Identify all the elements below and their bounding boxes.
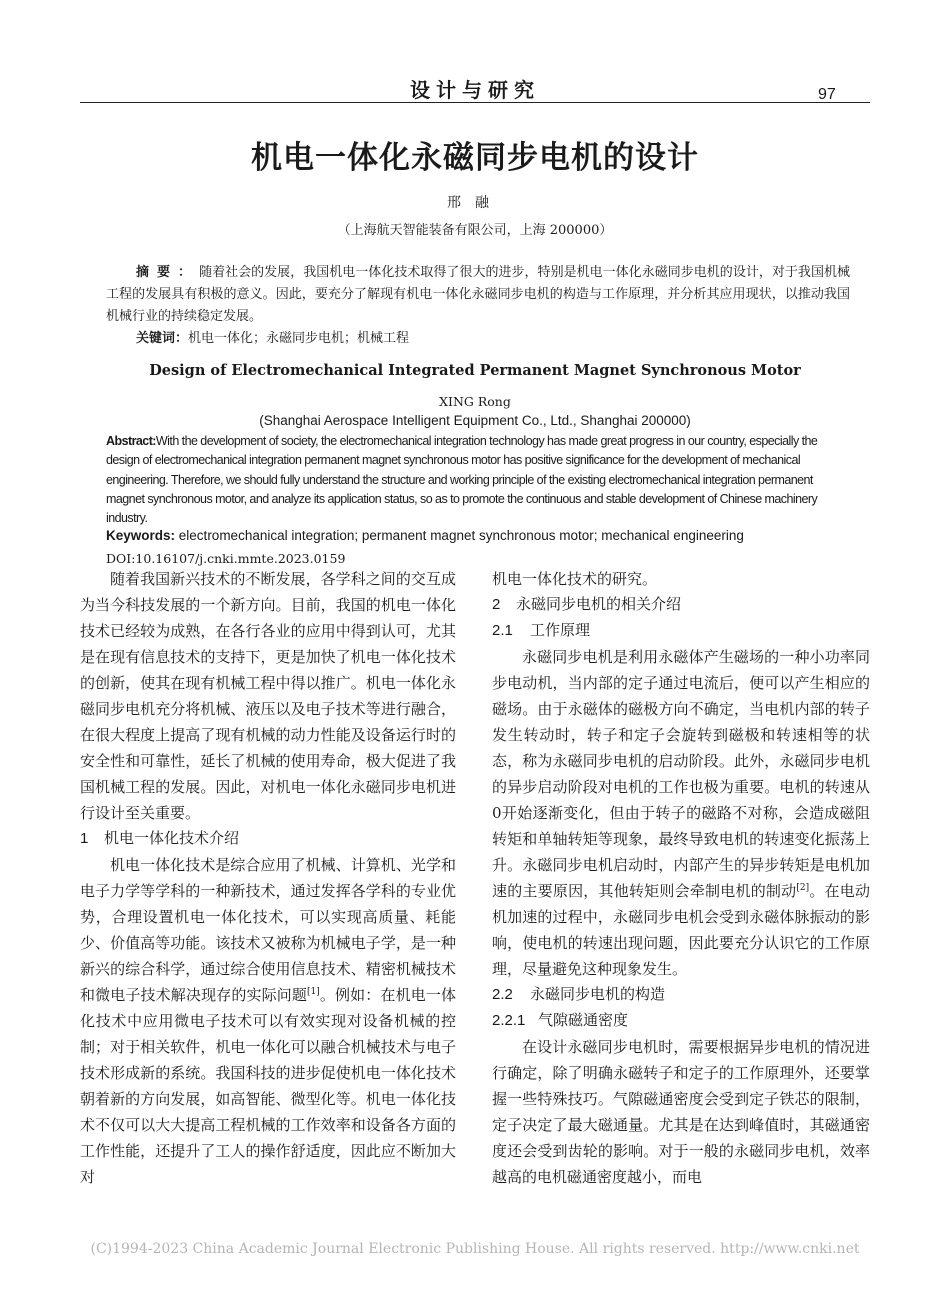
abstract-cn-label: 摘要： — [136, 265, 200, 280]
section-2-1-text-b: 。在电动机加速的过程中，永磁同步电机会受到永磁体脉振动的影响，使电机的转速出现问题，因此要充分认识它的工作原理，尽量避免这种现象发生。 — [492, 882, 870, 978]
english-author: XING Rong — [439, 394, 511, 409]
citation-1: [1] — [307, 987, 320, 997]
section-2-1-title: 工作原理 — [530, 622, 591, 639]
keywords-cn-text: 机电一体化；永磁同步电机；机械工程 — [188, 331, 410, 346]
section-1-title: 机电一体化技术介绍 — [104, 830, 240, 847]
section-2-2-1-number: 2.2.1 — [492, 1012, 526, 1029]
section-2-2-1-heading — [492, 1008, 870, 1034]
english-title: Design of Electromechanical Integrated Permanent Magnet Synchronous Motor — [149, 362, 801, 379]
section-2-1-heading — [492, 618, 870, 644]
section-1-text-a: 机电一体化技术是综合应用了机械、计算机、光学和电子力学等学科的一种新技术，通过发挥各学科的专业优势，合理设置机电一体化技术，可以实现高质量、耗能少、价值高等功能。该技术又被称为机械电子学，是一种新兴的综合科学，通过综合使用信息技术、精密机械技术和微电子技术解决现存的实际问题 — [80, 856, 456, 1004]
section-1-text-b: 。例如：在机电一体化技术中应用微电子技术可以有效实现对设备机械的控制；对于相关软件，机电一体化可以融合机械技术与电子技术形成新的系统。我国科技的进步促使机电一体化技术朝着新的方向发展，如高智能、微型化等。机电一体化技术不仅可以大大提高工程机械的工作效率和设备各方面的工作性能，还提升了工人的操作舒适度，因此应不断加大对 — [80, 986, 456, 1186]
abstract-cn-text: 随着社会的发展，我国机电一体化技术取得了很大的进步，特别是机电一体化永磁同步电机的设计，对于我国机械工程的发展具有积极的意义。因此，要充分了解现有机电一体化永磁同步电机的构造与工作原理，并分析其应用现状，以推动我国机械行业的持续稳定发展。 — [106, 265, 850, 324]
section-2-1-paragraph — [492, 644, 870, 982]
paper-title: 机电一体化永磁同步电机的设计 — [251, 140, 699, 176]
keywords-cn — [136, 327, 409, 346]
keywords-en — [106, 528, 744, 543]
continued-text: 机电一体化技术的研究。 — [492, 570, 658, 588]
author: 邢融 — [447, 195, 503, 211]
copyright-footer: (C)1994-2023 China Academic Journal Electronic Publishing House. All rights reserved. http://www.cnki.net — [90, 1241, 860, 1257]
section-1-heading — [80, 826, 456, 852]
page-number: 97 — [818, 86, 836, 103]
section-2-1-text-a: 永磁同步电机是利用永磁体产生磁场的一种小功率同步电动机，当内部的定子通过电流后，便可以产生相应的磁场。由于永磁体的磁极方向不确定，当电机内部的转子发生转动时，转子和定子会旋转到磁极和转速相等的状态，称为永磁同步电机的启动阶段。此外，永磁同步电机的异步启动阶段对电机的工作也极为重要。电机的转速从0开始逐渐变化，但由于转子的磁路不对称，会造成磁阻转矩和单轴转矩等现象，最终导致电机的转速变化振荡上升。永磁同步电机启动时，内部产生的异步转矩是电机加速的主要原因，其他转矩则会牵制电机的制动 — [492, 648, 870, 900]
citation-2: [2] — [796, 883, 810, 893]
affiliation: （上海航天智能装备有限公司，上海 200000） — [337, 223, 613, 238]
abstract-en — [106, 432, 844, 528]
section-2-number: 2 — [492, 596, 501, 613]
journal-section-header: 设计与研究 — [410, 78, 540, 102]
left-column — [80, 566, 456, 1190]
abstract-cn — [106, 262, 850, 328]
abstract-en-text: With the development of society, the electromechanical integration technology has made great progress in our country, especially the design of electromechanical integration permanent magnet synchronous motor has positive significance for the development of mechanical engineering. Therefore, we should fully understand the structure and working principle of the existing electromechanical integration permanent magnet synchronous motor, and analyze its application status, so as to promote the continuous and stable development of Chinese machinery industry. — [106, 434, 818, 526]
intro-paragraph: 随着我国新兴技术的不断发展，各学科之间的交互成为当今科技发展的一个新方向。目前，我国的机电一体化技术已经较为成熟，在各行各业的应用中得到认可，尤其是在现有信息技术的支持下，更是加快了机电一体化技术的创新，使其在现有机械工程中得以推广。机电一体化永磁同步电机充分将机械、液压以及电子技术等进行融合，在很大程度上提高了现有机械的动力性能及设备运行时的安全性和可靠性，延长了机械的使用寿命，极大促进了我国机械工程的发展。因此，对机电一体化永磁同步电机进行设计至关重要。 — [80, 570, 456, 822]
doi: DOI:10.16107/j.cnki.mmte.2023.0159 — [106, 551, 346, 566]
section-2-1-number: 2.1 — [492, 622, 513, 639]
keywords-en-label: Keywords: — [106, 528, 176, 543]
section-2-2-1-paragraph: 在设计永磁同步电机时，需要根据异步电机的情况进行确定，除了明确永磁转子和定子的工作原理外，还要掌握一些特殊技巧。气隙磁通密度会受到定子铁芯的限制，定子决定了最大磁通量。尤其是在达到峰值时，其磁通密度还会受到齿轮的影响。对于一般的永磁同步电机，效率越高的电机磁通密度越小，而电 — [492, 1038, 870, 1186]
keywords-en-text: electromechanical integration; permanent magnet synchronous motor; mechanical engineering — [178, 528, 744, 543]
section-2-2-heading — [492, 982, 870, 1008]
section-1-paragraph — [80, 852, 456, 1190]
section-2-2-1-title: 气隙磁通密度 — [538, 1012, 629, 1029]
section-2-title: 永磁同步电机的相关介绍 — [516, 596, 682, 613]
section-2-2-number: 2.2 — [492, 986, 513, 1003]
section-2-heading — [492, 592, 870, 618]
section-1-number: 1 — [80, 830, 89, 847]
right-column — [492, 566, 870, 1190]
abstract-en-label: Abstract: — [106, 434, 156, 448]
section-2-2-title: 永磁同步电机的构造 — [530, 986, 666, 1003]
header-rule — [80, 102, 870, 103]
keywords-cn-label: 关键词： — [136, 331, 189, 346]
english-affiliation: (Shanghai Aerospace Intelligent Equipment Co., Ltd., Shanghai 200000) — [259, 413, 691, 428]
